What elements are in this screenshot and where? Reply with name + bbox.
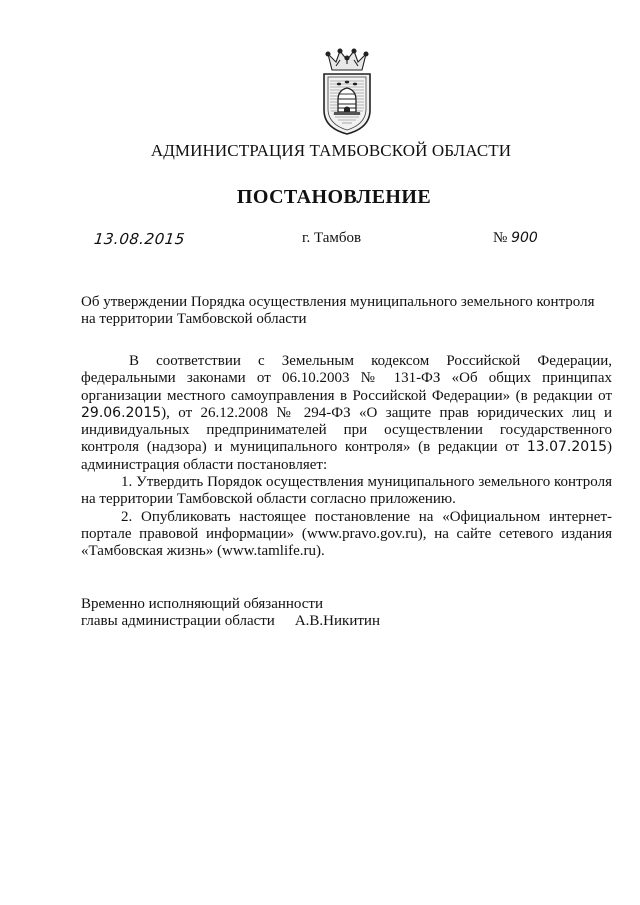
preamble-text-2: ), от 26.12.2008 № 294-ФЗ «О защите прав юридических лиц и индивидуальных предпринимателей при осуществлении государственного контроля (надзора) и муниципального контроля» (в редакции от xyxy=(81,404,612,456)
preamble-paragraph xyxy=(81,353,612,474)
preamble-date-1: 29.06.2015 xyxy=(81,404,162,421)
document-place: г. Тамбов xyxy=(302,230,362,246)
preamble-date-2: 13.07.2015 xyxy=(526,439,607,456)
document-date: 13.08.2015 xyxy=(93,230,186,248)
preamble-text-3: ) администрация области постановляет: xyxy=(81,439,612,473)
signature-position-line-1: Временно исполняющий обязанности xyxy=(81,596,324,612)
document-subject xyxy=(81,294,621,328)
signature-position-text: главы администрации области xyxy=(81,613,275,629)
resolution-item-2: 2. Опубликовать настоящее постановление на «Официальном интернет-портале правовой информации» (www.pravo.gov.ru), на сайте сетевого издания «Тамбовская жизнь» (www.tamlife.ru). xyxy=(81,508,612,560)
document-type-heading: ПОСТАНОВЛЕНИЕ xyxy=(236,186,432,208)
preamble-text-1: В соответствии с Земельным кодексом Российской Федерации, федеральными законами от 06.10.2003 № 131-ФЗ «Об общих принципах организации местного самоуправления в Российской Федерации» (в редакции от xyxy=(81,353,612,404)
organization-title: АДМИНИСТРАЦИЯ ТАМБОВСКОЙ ОБЛАСТИ xyxy=(150,141,512,160)
signature-position-line-2 xyxy=(81,613,380,630)
signatory-name: А.В.Никитин xyxy=(294,613,380,629)
document-number xyxy=(493,230,538,247)
coat-of-arms-emblem xyxy=(318,48,376,136)
signature-block xyxy=(81,596,380,630)
subject-line-1: Об утверждении Порядка осуществления муниципального земельного контроля xyxy=(81,294,595,310)
document-number-prefix: № xyxy=(493,230,508,246)
resolution-item-1: 1. Утвердить Порядок осуществления муниципального земельного контроля на территории Тамбовской области согласно приложению. xyxy=(81,474,612,508)
document-number-value: 900 xyxy=(511,230,538,246)
document-body xyxy=(81,353,612,561)
subject-line-2: на территории Тамбовской области xyxy=(81,311,307,327)
